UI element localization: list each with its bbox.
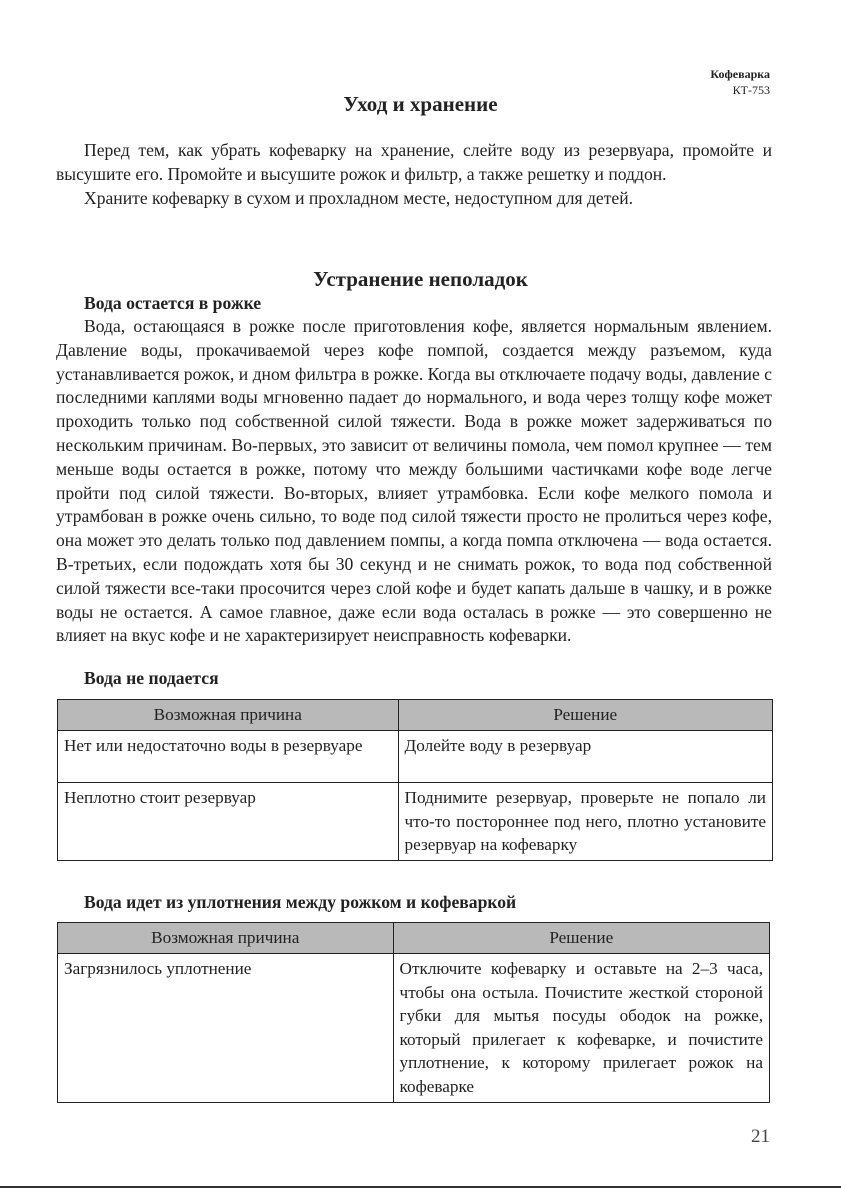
no-water-table (57, 699, 773, 861)
cause-cell: Загрязнилось уплотнение (58, 954, 394, 1103)
column-header-cause: Возможная причина (58, 923, 394, 954)
solution-cell: Отключите кофеварку и оставьте на 2–3 часа, чтобы она остыла. Почистите жесткой стороной губки для мытья посуды ободок на рожке, который прилегает к кофеварке, и почистите уплотнение, к которому прилегает рожок на кофеварке (393, 954, 769, 1103)
cause-cell: Неплотно стоит резервуар (58, 783, 399, 861)
water-in-holder-heading: Вода остается в рожке (84, 293, 262, 313)
leak-seal-heading: Вода идет из уплотнения между рожком и кофеваркой (84, 892, 517, 912)
care-paragraph: Перед тем, как убрать кофеварку на хранение, слейте воду из резервуара, промойте и высушите его. Промойте и высушите рожок и фильтр, а также решетку и поддон. (56, 140, 772, 184)
no-water-heading: Вода не подается (84, 668, 219, 688)
care-section-title: Уход и хранение (343, 92, 498, 116)
column-header-solution: Решение (398, 700, 772, 731)
leak-seal-table (57, 922, 770, 1103)
care-paragraph: Храните кофеварку в сухом и прохладном месте, недоступном для детей. (84, 187, 634, 208)
column-header-cause: Возможная причина (58, 700, 399, 731)
table-row (58, 731, 773, 783)
solution-cell: Долейте воду в резервуар (398, 731, 772, 783)
care-text (56, 139, 772, 210)
page-number: 21 (751, 1126, 770, 1147)
water-in-holder-text (56, 315, 772, 648)
page-bottom-rule (0, 1186, 841, 1188)
table-row (58, 954, 770, 1103)
solution-cell: Поднимите резервуар, проверьте не попало ли что-то постороннее под него, плотно установите резервуар на кофеварку (398, 783, 772, 861)
product-model: КТ-753 (732, 83, 770, 97)
water-in-holder-paragraph: Вода, остающаяся в рожке после приготовления кофе, является нормальным явлением. Давление воды, прокачиваемой через кофе помпой, создается между разъемом, куда устанавливается рожок, и дном фильтра в рожке. Когда вы отключаете подачу воды, давление с последними каплями воды мгновенно падает до нормального, и вода через толщу кофе может проходить только под собственной силой тяжести. Вода в рожке может задерживаться по нескольким причинам. Во-первых, это зависит от величины помола, чем помол крупнее — тем меньше воды остается в рожке, потому что между большими частичками кофе воде легче пройти под силой тяжести. Во-вторых, влияет утрамбовка. Если кофе мелкого помола и утрамбован в рожке очень сильно, то воде под силой тяжести просто не пролиться через кофе, она может это делать только под давлением помпы, а когда помпа отключена — вода остается. В-третьих, если подождать хотя бы 30 секунд и не снимать рожок, то вода под собственной силой тяжести все-таки просочится через слой кофе и будет капать дальше в чашку, и в рожке воды не остается. А самое главное, даже если вода осталась в рожке — это совершенно не влияет на вкус кофе и не характеризирует неисправность кофеварки. (56, 316, 772, 646)
column-header-solution: Решение (393, 923, 769, 954)
table-header-row (58, 923, 770, 954)
troubleshooting-title: Устранение неполадок (313, 267, 528, 291)
table-row (58, 783, 773, 861)
product-name: Кофеварка (710, 67, 770, 81)
table-header-row (58, 700, 773, 731)
cause-cell: Нет или недостаточно воды в резервуаре (58, 731, 399, 783)
